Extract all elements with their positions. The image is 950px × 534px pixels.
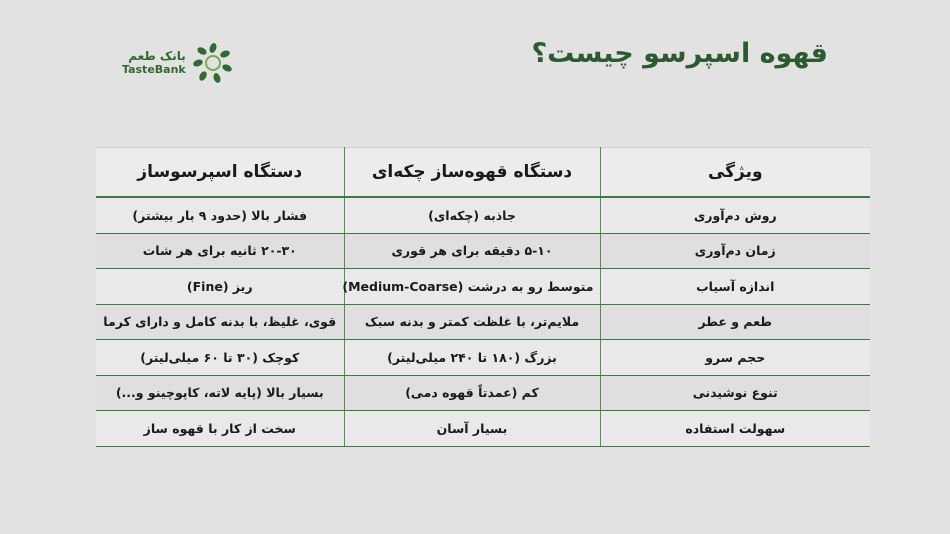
table-row <box>96 340 870 376</box>
cell-drip: ۵-۱۰ دقیقه برای هر قوری <box>344 233 600 269</box>
tastebank-logo <box>122 42 234 84</box>
cell-drip: کم (عمدتاً قهوه دمی) <box>344 375 600 411</box>
cell-espresso: کوچک (۳۰ تا ۶۰ میلی‌لیتر) <box>96 340 344 376</box>
header-drip-coffee-maker: دستگاه قهوه‌ساز چکه‌ای <box>344 148 600 198</box>
logo-text-en: TasteBank <box>122 62 186 76</box>
cell-drip: بزرگ (۱۸۰ تا ۲۴۰ میلی‌لیتر) <box>344 340 600 376</box>
cell-feature: اندازه آسیاب <box>600 269 870 305</box>
cell-feature: حجم سرو <box>600 340 870 376</box>
table-row <box>96 233 870 269</box>
logo-text-fa: بانک طعم <box>128 49 186 64</box>
cell-drip: متوسط رو به درشت (Medium-Coarse) <box>344 269 600 305</box>
cell-espresso: ۲۰-۳۰ ثانیه برای هر شات <box>96 233 344 269</box>
cell-feature: طعم و عطر <box>600 304 870 340</box>
table-row <box>96 269 870 305</box>
cell-drip: جاذبه (چکه‌ای) <box>344 197 600 233</box>
cell-espresso: بسیار بالا (پایه لاته، کاپوچینو و...) <box>96 375 344 411</box>
cell-feature: زمان دم‌آوری <box>600 233 870 269</box>
comparison-table <box>96 147 870 447</box>
header-feature: ویژگی <box>600 148 870 198</box>
cell-drip: بسیار آسان <box>344 411 600 447</box>
cell-espresso: سخت از کار با قهوه ساز <box>96 411 344 447</box>
table-row <box>96 411 870 447</box>
page-title: قهوه اسپرسو چیست؟ <box>531 38 828 69</box>
cell-feature: تنوع نوشیدنی <box>600 375 870 411</box>
cell-drip: ملایم‌تر، با غلظت کمتر و بدنه سبک <box>344 304 600 340</box>
table-row <box>96 197 870 233</box>
table-row <box>96 375 870 411</box>
logo-text <box>122 50 186 75</box>
table-row <box>96 304 870 340</box>
coffee-bean-wreath-icon <box>192 42 234 84</box>
cell-espresso: ریز (Fine) <box>96 269 344 305</box>
header-espresso-machine: دستگاه اسپرسوساز <box>96 148 344 198</box>
table-header-row <box>96 148 870 198</box>
comparison-table-container <box>96 147 870 447</box>
cell-espresso: قوی، غلیظ، با بدنه کامل و دارای کرما <box>96 304 344 340</box>
cell-espresso: فشار بالا (حدود ۹ بار بیشتر) <box>96 197 344 233</box>
cell-feature: روش دم‌آوری <box>600 197 870 233</box>
cell-feature: سهولت استفاده <box>600 411 870 447</box>
